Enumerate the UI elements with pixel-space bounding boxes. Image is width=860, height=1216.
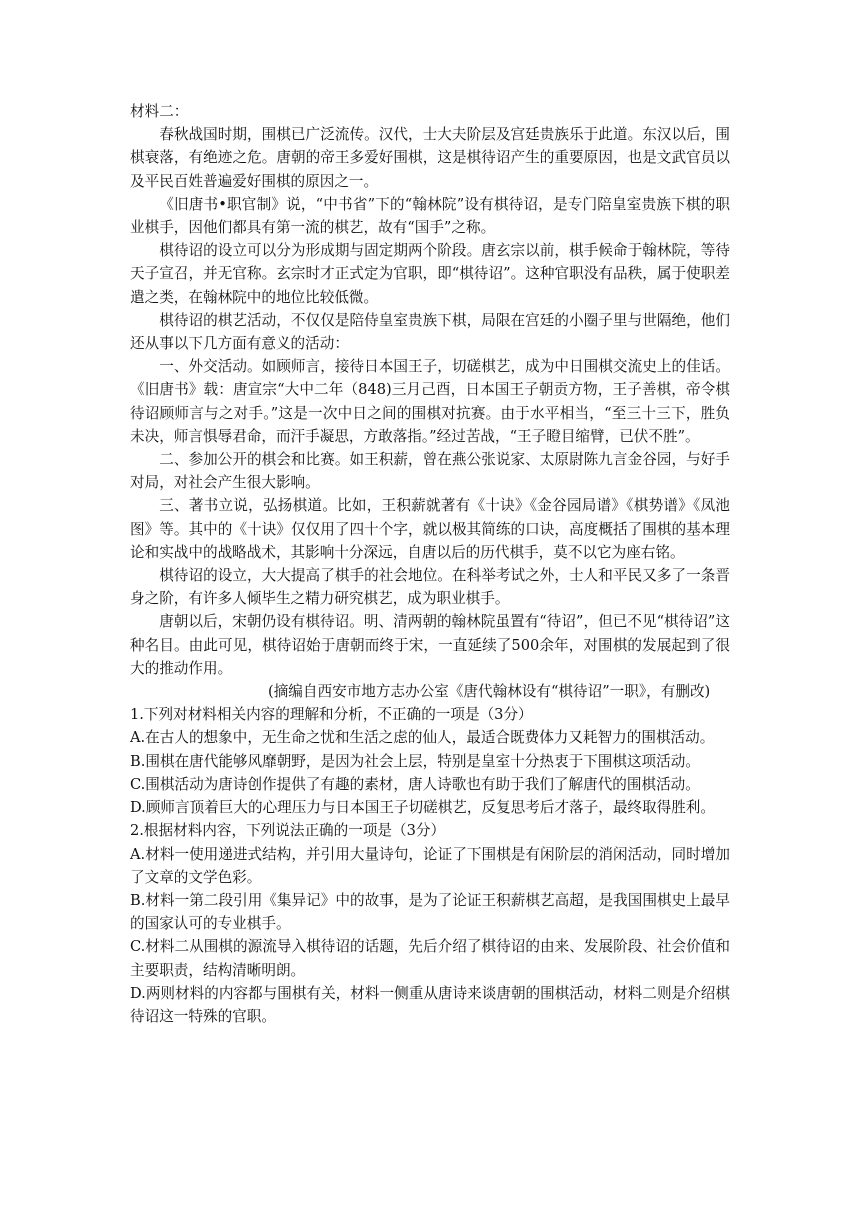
paragraph: 唐朝以后，宋朝仍设有棋待诏。明、清两朝的翰林院虽置有“待诏”，但已不见“棋待诏”这种名目。由此可见，棋待诏始于唐朝而终于宋，一直延续了500余年，对围棋的发展起到了很大的推动作用。 bbox=[130, 613, 730, 677]
document-page bbox=[130, 100, 730, 1028]
question-stem: 1.下列对材料相关内容的理解和分析，不正确的一项是（3分） bbox=[130, 706, 533, 724]
paragraph: 《旧唐书•职官制》说，“中书省”下的“翰林院”设有棋待诏，是专门陪皇室贵族下棋的职业棋手，因他们都具有第一流的棋艺，故有“国手”之称。 bbox=[130, 195, 730, 237]
paragraph: 一、外交活动。如顾师言，接待日本国王子，切磋棋艺，成为中日围棋交流史上的佳话。《旧唐书》载：唐宣宗“大中二年（848)三月己酉，日本国王子朝贡方物，王子善棋，帝令棋待诏顾师言与之对手。”这是一次中日之间的围棋对抗赛。由于水平相当，“至三十三下，胜负未决，师言惧辱君命，而汗手凝思，方敢落指。”经过苦战，“王子瞪目缩臂，已伏不胜”。 bbox=[130, 358, 730, 445]
option-d: D.顾师言顶着巨大的心理压力与日本国王子切磋棋艺，反复思考后才落子，最终取得胜利。 bbox=[130, 799, 715, 817]
paragraph: 棋待诏的设立，大大提高了棋手的社会地位。在科举考试之外，士人和平民又多了一条晋身之阶，有许多人倾毕生之精力研究棋艺，成为职业棋手。 bbox=[130, 567, 730, 608]
option-d: D.两则材料的内容都与围棋有关，材料一侧重从唐诗来谈唐朝的围棋活动，材料二则是介绍棋待诏这一特殊的官职。 bbox=[130, 984, 730, 1025]
source-citation: (摘编自西安市地方志办公室《唐代翰林设有“棋待诏”一职》，有删改) bbox=[268, 683, 711, 701]
option-c: C.材料二从围棋的源流导入棋待诏的话题，先后介绍了棋待诏的由来、发展阶段、社会价值和主要职责，结构清晰明朗。 bbox=[130, 938, 730, 979]
option-a: A.在古人的想象中，无生命之忧和生活之虑的仙人，最适合既费体力又耗智力的围棋活动。 bbox=[130, 729, 715, 747]
section-heading: 材料二： bbox=[130, 103, 189, 120]
option-a: A.材料一使用递进式结构，并引用大量诗句，论证了下围棋是有闲阶层的消闲活动，同时增加了文章的文学色彩。 bbox=[130, 845, 730, 886]
paragraph: 棋待诏的设立可以分为形成期与固定期两个阶段。唐玄宗以前，棋手候命于翰林院，等待天子宣召，并无官称。玄宗时才正式定为官职，即“棋待诏”。这种官职没有品秩，属于使职差遣之类，在翰林院中的地位比较低微。 bbox=[130, 242, 730, 306]
option-b: B.围棋在唐代能够风靡朝野，是因为社会上层，特别是皇室十分热衷于下围棋这项活动。 bbox=[130, 752, 700, 770]
option-c: C.围棋活动为唐诗创作提供了有趣的素材，唐人诗歌也有助于我们了解唐代的围棋活动。 bbox=[130, 775, 700, 793]
paragraph: 棋待诏的棋艺活动，不仅仅是陪侍皇室贵族下棋，局限在宫廷的小圈子里与世隔绝，他们还从事以下几方面有意义的活动： bbox=[130, 311, 730, 353]
option-b: B.材料一第二段引用《集异记》中的故事，是为了论证王积薪棋艺高超，是我国围棋史上最早的国家认可的专业棋手。 bbox=[130, 891, 730, 933]
paragraph: 二、参加公开的棋会和比赛。如王积薪，曾在燕公张说家、太原尉陈九言金谷园，与好手对局，对社会产生很大影响。 bbox=[130, 451, 730, 492]
paragraph: 三、著书立说，弘扬棋道。比如，王积薪就著有《十诀》《金谷园局谱》《棋势谱》《凤池图》等。其中的《十诀》仅仅用了四十个字，就以极其简练的口诀，高度概括了围棋的基本理论和实战中的战略战术，其影响十分深远，自唐以后的历代棋手，莫不以它为座右铭。 bbox=[130, 497, 730, 561]
question-stem: 2.根据材料内容，下列说法正确的一项是（3分） bbox=[130, 822, 446, 840]
paragraph: 春秋战国时期，围棋已广泛流传。汉代，士大夫阶层及宫廷贵族乐于此道。东汉以后，围棋衰落，有绝迹之危。唐朝的帝王多爱好围棋，这是棋待诏产生的重要原因，也是文武官员以及平民百姓普遍爱好围棋的原因之一。 bbox=[130, 126, 730, 190]
